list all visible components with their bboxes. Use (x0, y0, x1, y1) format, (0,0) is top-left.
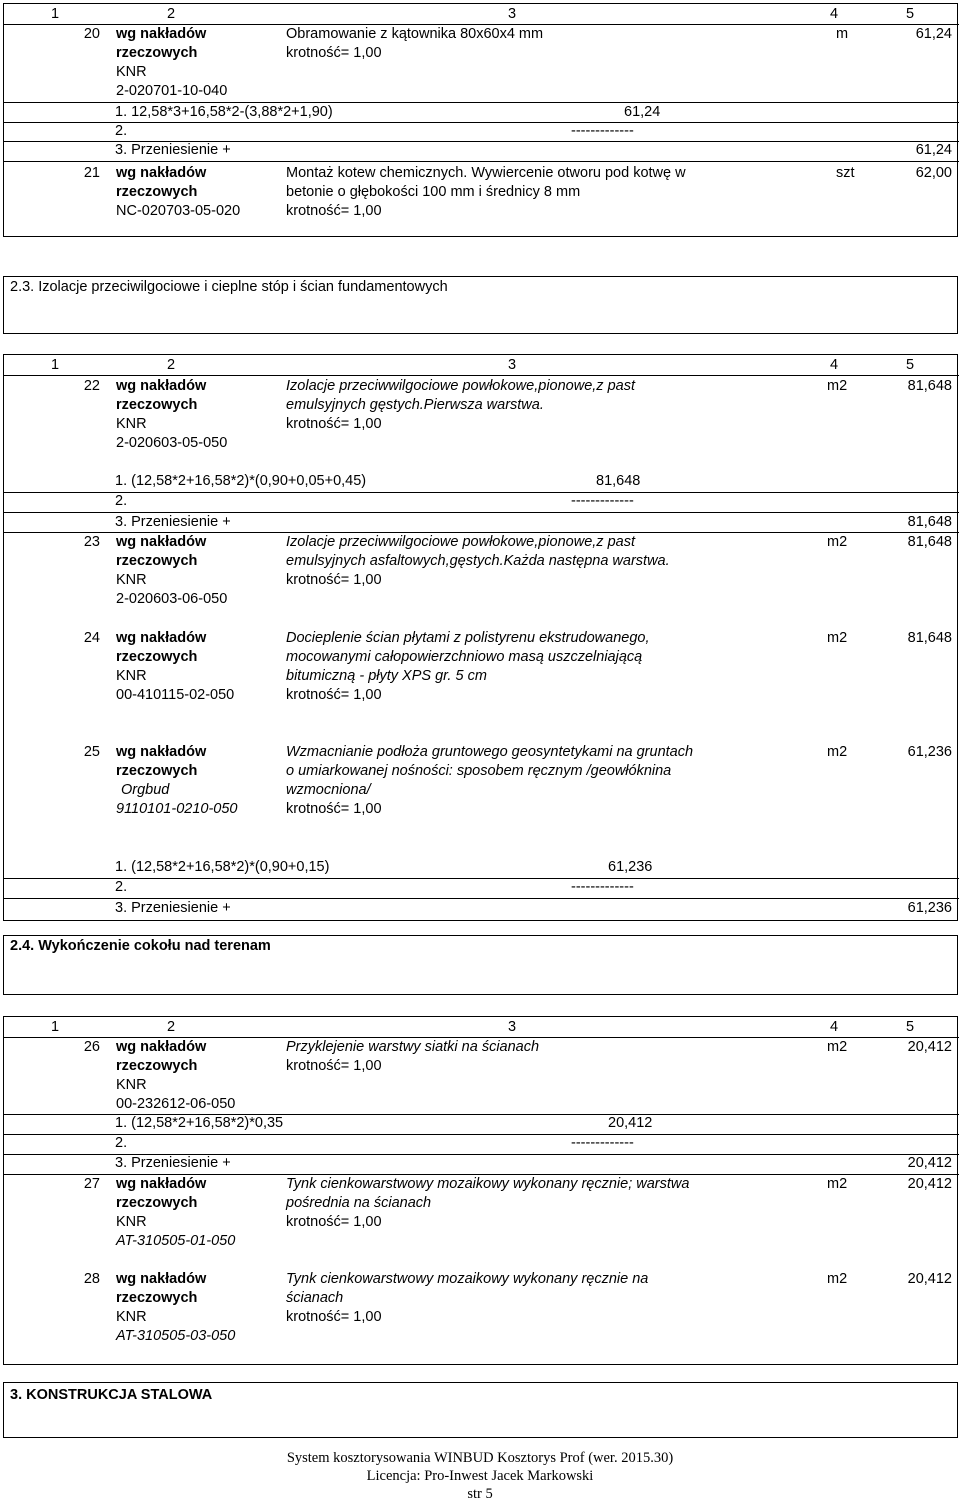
multiplier: krotność= 1,00 (286, 1214, 382, 1230)
description: mocowanymi całopowierzchniowo masą uszczelniającą (286, 649, 643, 665)
source-label: wg nakładów (116, 26, 207, 42)
carry-value: 61,236 (907, 900, 952, 916)
pos-number: 24 (83, 630, 100, 646)
quantity: 61,236 (907, 744, 952, 760)
multiplier: krotność= 1,00 (286, 203, 382, 219)
col-1: 1 (51, 357, 60, 373)
calc-value: 81,648 (596, 473, 641, 489)
quantity: 20,412 (907, 1176, 952, 1192)
quantity: 81,648 (907, 630, 952, 646)
col-4: 4 (830, 6, 839, 22)
catalog-code: AT-310505-01-050 (116, 1233, 236, 1249)
description: Docieplenie ścian płytami z polistyrenu ekstrudowanego, (286, 630, 650, 646)
catalog-code: 2-020701-10-040 (116, 83, 228, 99)
page-footer (0, 1449, 960, 1503)
col-4: 4 (830, 1019, 839, 1035)
source-label: wg nakładów (116, 1176, 207, 1192)
description: wzmocniona/ (286, 782, 371, 798)
unit: m2 (827, 1271, 848, 1287)
unit: m2 (827, 744, 848, 760)
col-4: 4 (830, 357, 839, 373)
catalog-name: KNR (116, 1077, 147, 1093)
unit: m2 (827, 534, 848, 550)
calc-separator: ------------- (571, 879, 634, 895)
section-heading (3, 276, 958, 334)
section-title: 2.3. Izolacje przeciwilgociowe i cieplne stóp i ścian fundamentowych (10, 279, 448, 295)
calc-line: 1. 12,58*3+16,58*2-(3,88*2+1,90) (115, 104, 333, 120)
calc-value: 61,236 (608, 859, 653, 875)
source-label: rzeczowych (116, 1058, 198, 1074)
source-label: rzeczowych (116, 45, 198, 61)
col-2: 2 (167, 357, 176, 373)
section-heading (3, 935, 958, 995)
source-label: rzeczowych (116, 184, 198, 200)
catalog-code: 2-020603-06-050 (116, 591, 228, 607)
source-label: wg nakładów (116, 744, 207, 760)
table-header (4, 355, 959, 376)
col-1: 1 (51, 6, 60, 22)
source-label: wg nakładów (116, 378, 207, 394)
calc-line: 2. (115, 493, 128, 509)
description: pośrednia na ścianach (286, 1195, 432, 1211)
col-3: 3 (508, 1019, 517, 1035)
description: Tynk cienkowarstwowy mozaikowy wykonany ręcznie na (286, 1271, 649, 1287)
quantity: 62,00 (915, 165, 952, 181)
estimate-table-3 (3, 1016, 958, 1365)
unit: m2 (827, 630, 848, 646)
catalog-code: 00-232612-06-050 (116, 1096, 236, 1112)
multiplier: krotność= 1,00 (286, 572, 382, 588)
description: ścianach (286, 1290, 344, 1306)
multiplier: krotność= 1,00 (286, 801, 382, 817)
unit: m2 (827, 1039, 848, 1055)
carry-value: 81,648 (907, 514, 952, 530)
catalog-name: KNR (116, 1214, 147, 1230)
col-5: 5 (906, 357, 915, 373)
pos-number: 26 (83, 1039, 100, 1055)
source-label: wg nakładów (116, 1039, 207, 1055)
table-header (4, 4, 959, 25)
description: Izolacje przeciwwilgociowe powłokowe,pionowe,z past (286, 534, 635, 550)
source-label: wg nakładów (116, 1271, 207, 1287)
source-label: rzeczowych (116, 1290, 198, 1306)
pos-number: 21 (83, 165, 100, 181)
source-label: wg nakładów (116, 630, 207, 646)
quantity: 81,648 (907, 378, 952, 394)
pos-number: 20 (83, 26, 100, 42)
section-title: 3. KONSTRUKCJA STALOWA (10, 1387, 213, 1403)
quantity: 20,412 (907, 1271, 952, 1287)
multiplier: krotność= 1,00 (286, 1058, 382, 1074)
estimate-table-1 (3, 3, 958, 237)
description: bitumiczną - płyty XPS gr. 5 cm (286, 668, 487, 684)
catalog-code: NC-020703-05-020 (116, 203, 241, 219)
description: Wzmacnianie podłoża gruntowego geosyntetykami na gruntach (286, 744, 694, 760)
source-label: wg nakładów (116, 165, 207, 181)
col-5: 5 (906, 1019, 915, 1035)
catalog-name: KNR (116, 1309, 147, 1325)
source-label: rzeczowych (116, 649, 198, 665)
carry-over: 3. Przeniesienie + (115, 142, 231, 158)
calc-separator: ------------- (571, 123, 634, 139)
carry-over: 3. Przeniesienie + (115, 900, 231, 916)
calc-line: 1. (12,58*2+16,58*2)*(0,90+0,05+0,45) (115, 473, 367, 489)
calc-line: 2. (115, 123, 128, 139)
section-title: 2.4. Wykończenie cokołu nad terenam (10, 938, 271, 954)
carry-value: 61,24 (915, 142, 952, 158)
carry-over: 3. Przeniesienie + (115, 1155, 231, 1171)
catalog-code: AT-310505-03-050 (116, 1328, 236, 1344)
multiplier: krotność= 1,00 (286, 687, 382, 703)
catalog-code: 00-410115-02-050 (116, 687, 235, 703)
catalog-name: KNR (116, 668, 147, 684)
calc-line: 2. (115, 1135, 128, 1151)
catalog-name: KNR (116, 416, 147, 432)
quantity: 61,24 (915, 26, 952, 42)
col-3: 3 (508, 357, 517, 373)
quantity: 81,648 (907, 534, 952, 550)
description: Tynk cienkowarstwowy mozaikowy wykonany ręcznie; warstwa (286, 1176, 690, 1192)
description: emulsyjnych gęstych.Pierwsza warstwa. (286, 397, 544, 413)
pos-number: 23 (83, 534, 100, 550)
calc-line: 2. (115, 879, 128, 895)
calc-separator: ------------- (571, 493, 634, 509)
source-label: rzeczowych (116, 763, 198, 779)
source-label: rzeczowych (116, 397, 198, 413)
multiplier: krotność= 1,00 (286, 45, 382, 61)
description: Przyklejenie warstwy siatki na ścianach (286, 1039, 540, 1055)
description: betonie o głębokości 100 mm i średnicy 8 mm (286, 184, 581, 200)
unit: szt (836, 165, 855, 181)
pos-number: 28 (83, 1271, 100, 1287)
page-number: str 5 (467, 1486, 493, 1502)
catalog-name: KNR (116, 572, 147, 588)
multiplier: krotność= 1,00 (286, 416, 382, 432)
col-1: 1 (51, 1019, 60, 1035)
catalog-name: Orgbud (121, 782, 170, 798)
multiplier: krotność= 1,00 (286, 1309, 382, 1325)
description: emulsyjnych asfaltowych,gęstych.Każda następna warstwa. (286, 553, 670, 569)
calc-line: 1. (12,58*2+16,58*2)*0,35 (115, 1115, 284, 1131)
source-label: rzeczowych (116, 553, 198, 569)
source-label: wg nakładów (116, 534, 207, 550)
col-5: 5 (906, 6, 915, 22)
col-2: 2 (167, 6, 176, 22)
unit: m (836, 26, 849, 42)
description: o umiarkowanej nośności: sposobem ręcznym /geowłóknina (286, 763, 672, 779)
software-info: System kosztorysowania WINBUD Kosztorys Prof (wer. 2015.30) (286, 1450, 674, 1466)
calc-value: 61,24 (624, 104, 661, 120)
unit: m2 (827, 378, 848, 394)
pos-number: 25 (83, 744, 100, 760)
col-3: 3 (508, 6, 517, 22)
calc-separator: ------------- (571, 1135, 634, 1151)
pos-number: 27 (83, 1176, 100, 1192)
description: Izolacje przeciwwilgociowe powłokowe,pionowe,z past (286, 378, 635, 394)
section-heading (3, 1382, 958, 1438)
carry-over: 3. Przeniesienie + (115, 514, 231, 530)
catalog-code: 9110101-0210-050 (116, 801, 238, 817)
quantity: 20,412 (907, 1039, 952, 1055)
calc-value: 20,412 (608, 1115, 653, 1131)
col-2: 2 (167, 1019, 176, 1035)
description: Obramowanie z kątownika 80x60x4 mm (286, 26, 544, 42)
carry-value: 20,412 (907, 1155, 952, 1171)
description: Montaż kotew chemicznych. Wywiercenie otworu pod kotwę w (286, 165, 686, 181)
unit: m2 (827, 1176, 848, 1192)
calc-line: 1. (12,58*2+16,58*2)*(0,90+0,15) (115, 859, 330, 875)
license-info: Licencja: Pro-Inwest Jacek Markowski (366, 1468, 594, 1484)
source-label: rzeczowych (116, 1195, 198, 1211)
estimate-table-2 (3, 354, 958, 921)
catalog-code: 2-020603-05-050 (116, 435, 228, 451)
table-header (4, 1017, 959, 1038)
catalog-name: KNR (116, 64, 147, 80)
pos-number: 22 (83, 378, 100, 394)
